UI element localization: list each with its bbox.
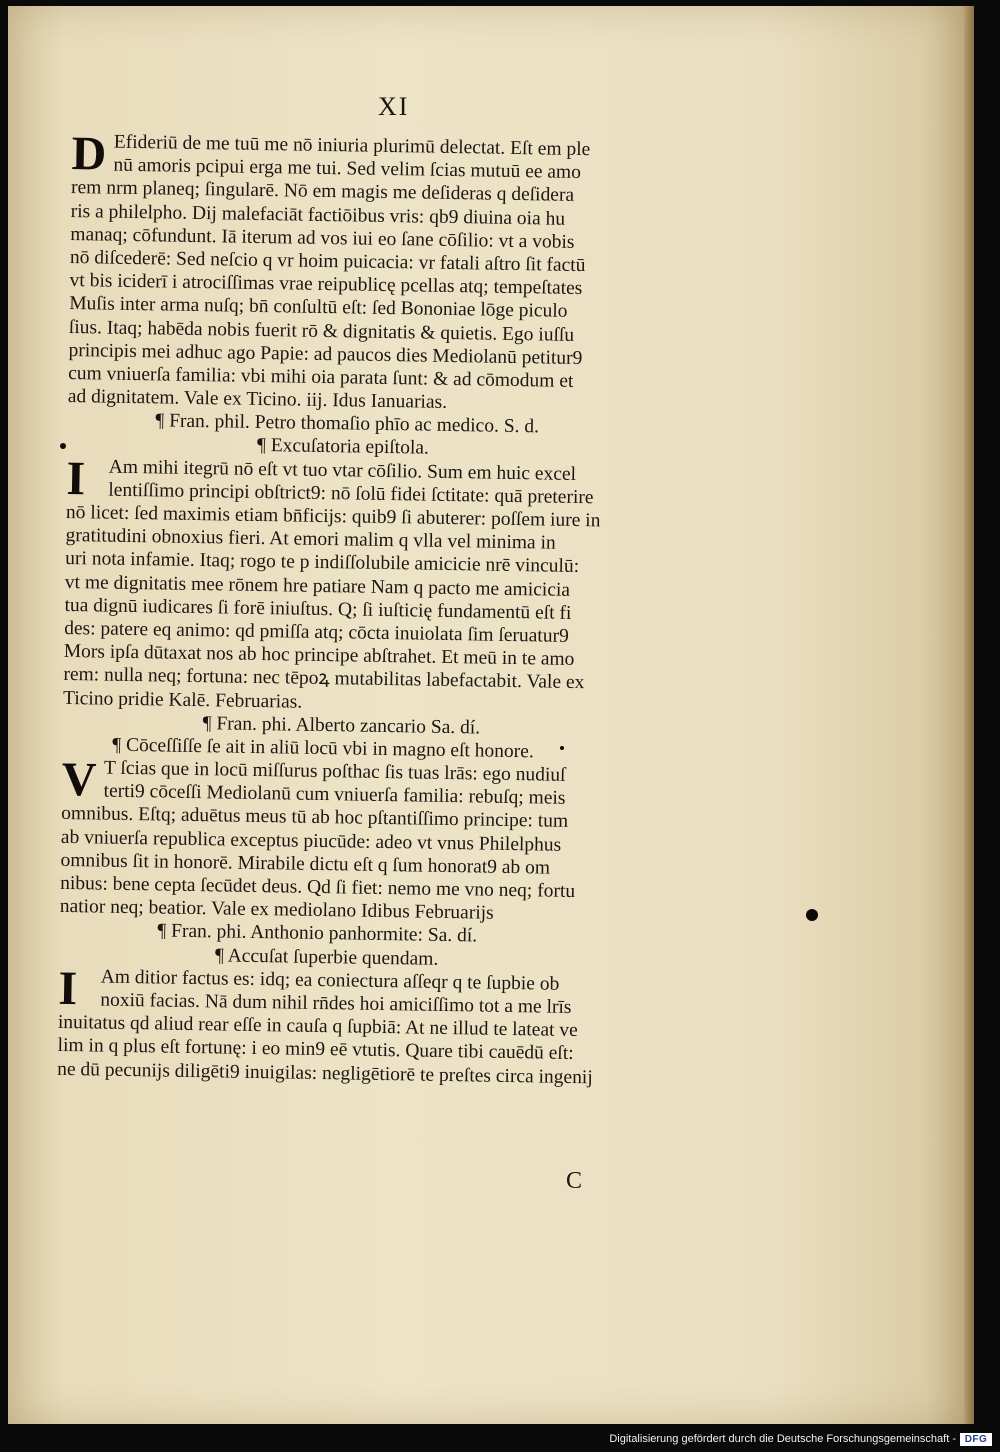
- text-line: Ticino pridie Kalē. Februarias.: [62, 687, 303, 713]
- text-line: nū amoris pcipui erga me tui. Sed velim ſcias mutuū ee amo: [113, 154, 582, 184]
- text-line: ¶ Fran. phil. Petro thomaſio phīo ac medico. S. d.: [155, 410, 540, 438]
- text-line: cum vniuerſa familia: vbi mihi oia parata ſunt: & ad cōmodum et: [68, 362, 574, 392]
- page-text: [57, 127, 712, 1091]
- text-line: ne dū pecunijs diligēti9 inuigilas: negligētiorē te preſtes circa ingenij: [57, 1058, 593, 1088]
- letter-paragraph: [62, 451, 707, 720]
- text-line: Muſis inter arma nuſq; bn̄ conſultū eſt: ſed Bononiae lōge piculo: [69, 293, 568, 323]
- text-line: ¶ Cōceſſiſſe ſe ait in aliū locū vbi in magno eſt honore.: [112, 734, 534, 763]
- dfg-logo: DFG: [960, 1433, 992, 1446]
- page-edge: [964, 6, 974, 1424]
- text-line: Am ditior factus es: idq; ea coniectura aſſeqr q te ſupbie ob: [100, 966, 560, 995]
- letter-paragraph: [67, 127, 712, 418]
- text-line: Efideriū de me tuū me nō iniuria plurimū delectat. Eſt em ple: [113, 131, 591, 161]
- text-line: lentiſſimo principi obſtrict9: nō ſolū fidei ſctitate: quā preterire: [108, 479, 594, 509]
- text-line: ad dignitatem. Vale ex Ticino. iij. Idus Ianuarias.: [67, 386, 448, 413]
- text-line: ¶ Fran. phi. Anthonio panhormite: Sa. dí.: [157, 920, 478, 947]
- text-line: rem nrm planeq; ſingularē. Nō em magis me deſideras q deſidera: [70, 177, 575, 207]
- ink-spot: [60, 443, 66, 449]
- text-line: T ſcias que in locū miſſurus poſthac ſis tuas lrās: ego nudiuſ: [103, 757, 566, 786]
- text-line: vt bis iciderī i atrociſſimas vrae reipublicę pcellas atq; tempeſtates: [69, 270, 583, 300]
- text-line: Mors ipſa dūtaxat nos ab hoc principe abſtrahet. Et meū in te amo: [63, 641, 575, 671]
- letter-paragraph: [57, 961, 699, 1091]
- text-line: nibus: bene cepta ſecūdet deus. Qd ſi fiet: nemo me vno neq; fortu: [59, 872, 576, 902]
- drop-capital: D: [71, 127, 107, 181]
- text-line: manaq; cōfundunt. Iā iterum ad vos iui eo ſane cōſilio: vt a vobis: [70, 223, 575, 253]
- drop-capital: V: [61, 752, 97, 807]
- text-line: Am mihi itegrū nō eſt vt tuo vtar cōſilio. Sum em huic excel: [108, 456, 577, 485]
- text-line: uri nota infamie. Itaq; rogo te p indiſſolubile amicicie nrē vinculū:: [65, 548, 580, 578]
- text-line: ¶ Fran. phi. Alberto zancario Sa. dí.: [202, 712, 481, 739]
- text-line: des: patere eq animo: qd pmiſſa atq; cōcta inuiolata ſim ſeruatur9: [64, 617, 569, 647]
- text-line: nō licet: ſed maximis etiam bn̄ficijs: quib9 ſi abuterer: poſſem iure in: [65, 501, 601, 532]
- text-line: lim in q plus eſt fortunę: i eo min9 eē vtutis. Quare tibi cauēdū eſt:: [57, 1035, 574, 1065]
- text-line: noxiū facias. Nā dum nihil rn̄des hoi amiciſſimo tot a me lrīs: [100, 989, 572, 1018]
- text-line: terti9 cōceſſi Mediolanū cum vniuerſa familia: rebuſq; meis: [103, 780, 566, 810]
- ink-spot: [560, 746, 564, 750]
- text-line: ſius. Itaq; habēda nobis fuerit rō & dignitatis & quietis. Ego iuſſu: [68, 316, 575, 346]
- text-line: ab vniuerſa republica exceptus piucūde: adeo vt vnus Philelphus: [60, 826, 562, 856]
- catchword: C: [566, 1168, 583, 1194]
- text-line: ris a philelpho. Dij malefaciāt factiōibus vris: qb9 diuina oia hu: [70, 200, 566, 230]
- folio-number: XI: [378, 92, 410, 121]
- text-line: principis mei adhuc ago Papie: ad paucos dies Mediolanū petitur9: [68, 339, 583, 369]
- text-line: tua dignū iudicares ſi forē iniuſtus. Q; ſi iuſticię fundamentū eſt fi: [64, 594, 572, 624]
- text-line: rem: nulla neq; fortuna: nec tēpoꝝ mutabilitas labefactabit. Vale ex: [63, 664, 585, 694]
- text-line: natior neq; beatior. Vale ex mediolano Idibus Februarijs: [59, 896, 494, 924]
- text-line: gratitudini obnoxius fieri. At emori malim q vlla vel minima in: [65, 525, 556, 554]
- text-line: ¶ Excuſatoria epiſtola.: [256, 435, 430, 460]
- digitization-credit: Digitalisierung gefördert durch die Deutsche Forschungsgemeinschaft -: [609, 1433, 956, 1445]
- text-line: nō diſcederē: Sed neſcio q vr hoim puicacia: vr fatali aſtro ſit factū: [69, 246, 586, 277]
- text-line: vt me dignitatis mee rōnem hre patiare Nam q pacto me amicicia: [64, 571, 571, 601]
- text-line: omnibus ſit in honorē. Mirabile dictu eſt q ſum honorat9 ab om: [60, 849, 551, 879]
- drop-capital: I: [58, 961, 78, 1015]
- text-line: ¶ Accuſat ſuperbie quendam.: [214, 944, 439, 970]
- ink-spot: [806, 909, 818, 921]
- text-line: inuitatus qd aliud rear eſſe in cauſa q ſupbiā: At ne illud te lateat ve: [57, 1012, 578, 1042]
- text-line: omnibus. Eſtq; aduētus meus tū ab hoc pſtantiſſimo principe: tum: [61, 803, 569, 833]
- drop-capital: I: [66, 451, 86, 505]
- letter-paragraph: [59, 752, 702, 928]
